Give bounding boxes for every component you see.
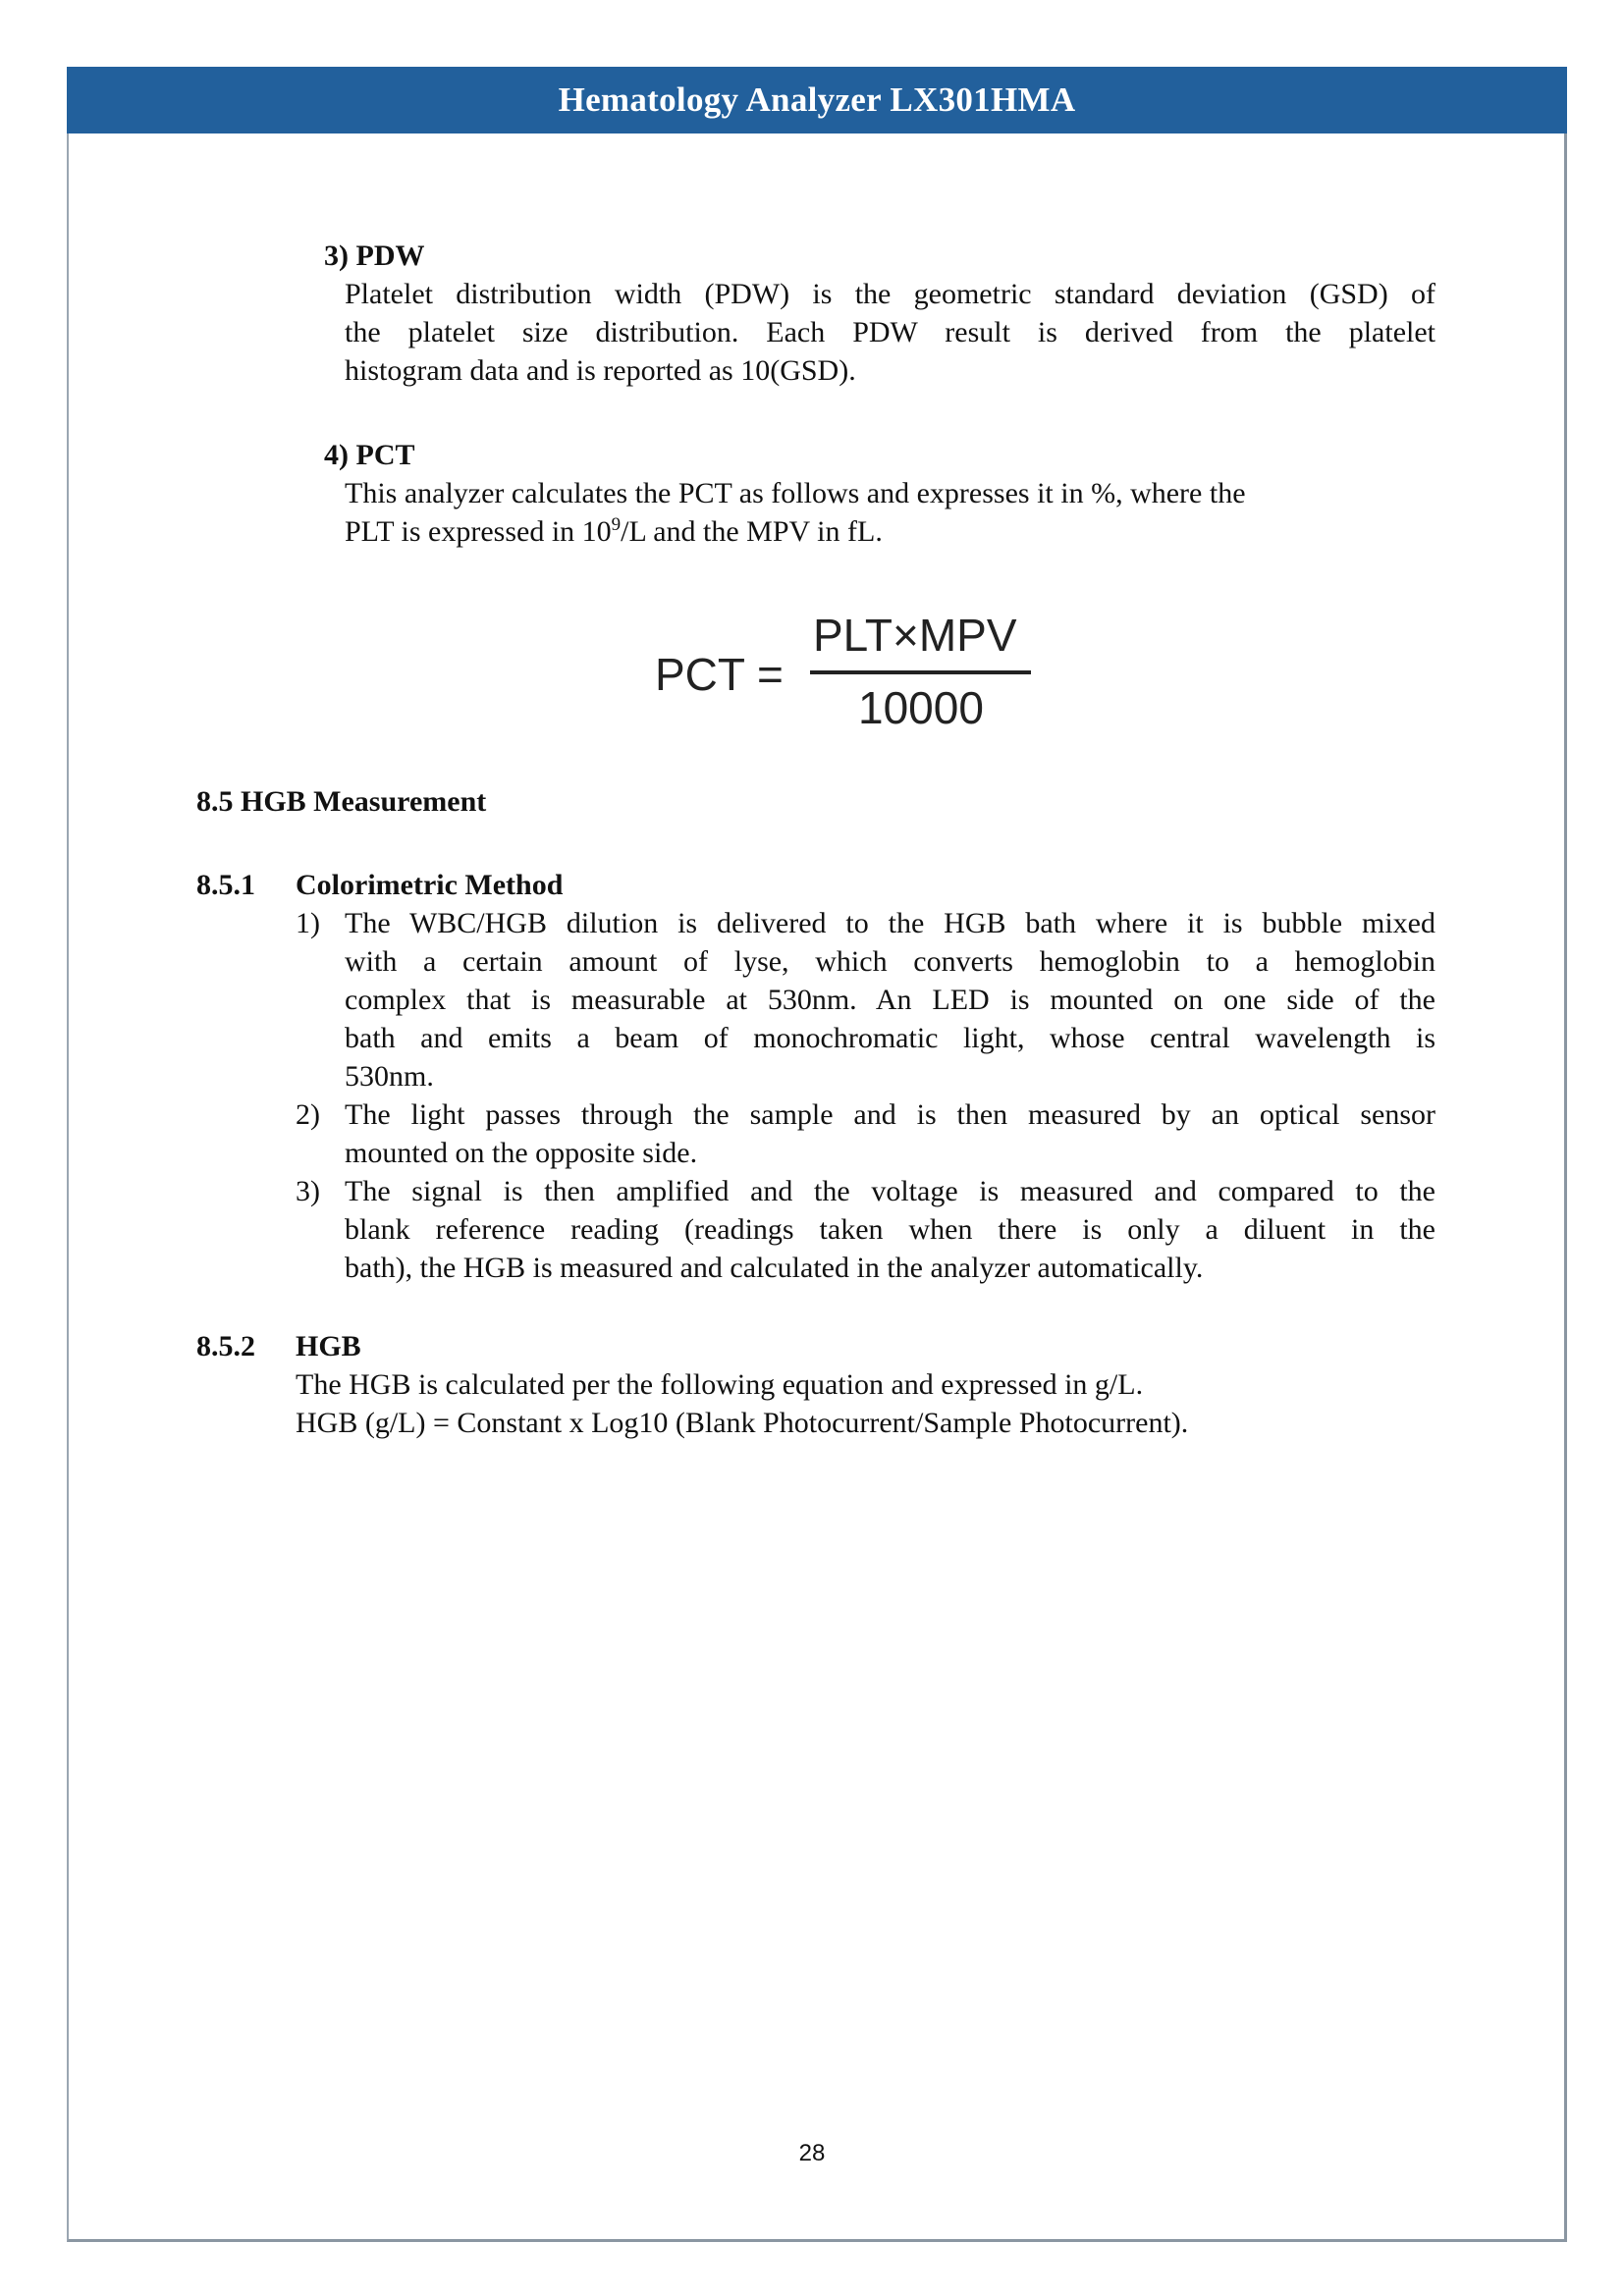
list-item-line: mounted on the opposite side. xyxy=(345,1137,698,1169)
list-item-line: 530nm. xyxy=(345,1060,434,1093)
list-number: 2) xyxy=(296,1098,320,1131)
page-frame xyxy=(67,67,1567,2242)
formula-denominator: 10000 xyxy=(858,682,984,733)
list-item-line: The light passes through the sample and is then measured by an optical sensor xyxy=(345,1098,1435,1131)
paragraph-line: The HGB is calculated per the following equation and expressed in g/L. xyxy=(296,1368,1144,1401)
pct-line xyxy=(345,512,883,551)
list-item-line: bath and emits a beam of monochromatic light, whose central wavelength is xyxy=(345,1022,1435,1054)
section-heading: 8.5 HGB Measurement xyxy=(196,785,487,818)
list-item-line: The WBC/HGB dilution is delivered to the HGB bath where it is bubble mixed xyxy=(345,907,1435,939)
superscript: 9 xyxy=(611,514,622,535)
pdw-heading: 3) PDW xyxy=(324,240,425,272)
subsection-number: 8.5.2 xyxy=(196,1330,255,1362)
list-item-line: with a certain amount of lyse, which converts hemoglobin to a hemoglobin xyxy=(345,945,1435,978)
formula-lhs: PCT = xyxy=(655,649,784,700)
formula-numerator: PLT×MPV xyxy=(813,610,1017,661)
pct-heading: 4) PCT xyxy=(324,439,415,471)
pdw-line: histogram data and is reported as 10(GSD). xyxy=(345,354,856,387)
list-number: 3) xyxy=(296,1175,320,1207)
pct-line-text: /L and the MPV in fL. xyxy=(621,515,883,548)
pdw-line: the platelet size distribution. Each PDW result is derived from the platelet xyxy=(345,316,1435,348)
subsection-number: 8.5.1 xyxy=(196,869,255,901)
list-item-line: complex that is measurable at 530nm. An LED is mounted on one side of the xyxy=(345,984,1435,1016)
document-title: Hematology Analyzer LX301HMA xyxy=(558,80,1076,119)
list-item-line: bath), the HGB is measured and calculated in the analyzer automatically. xyxy=(345,1252,1204,1284)
pdw-line: Platelet distribution width (PDW) is the geometric standard deviation (GSD) of xyxy=(345,278,1435,310)
pct-line-text: PLT is expressed in 10 xyxy=(345,515,612,548)
pct-line: This analyzer calculates the PCT as follows and expresses it in %, where the xyxy=(345,477,1246,509)
list-item-line: blank reference reading (readings taken when there is only a diluent in the xyxy=(345,1213,1435,1246)
fraction-bar xyxy=(810,670,1031,674)
subsection-title: HGB xyxy=(296,1330,361,1362)
list-item-line: The signal is then amplified and the voltage is measured and compared to the xyxy=(345,1175,1435,1207)
page-number: 28 xyxy=(798,2140,826,2166)
list-number: 1) xyxy=(296,907,320,939)
paragraph-line: HGB (g/L) = Constant x Log10 (Blank Photocurrent/Sample Photocurrent). xyxy=(296,1407,1189,1439)
subsection-title: Colorimetric Method xyxy=(296,869,564,901)
